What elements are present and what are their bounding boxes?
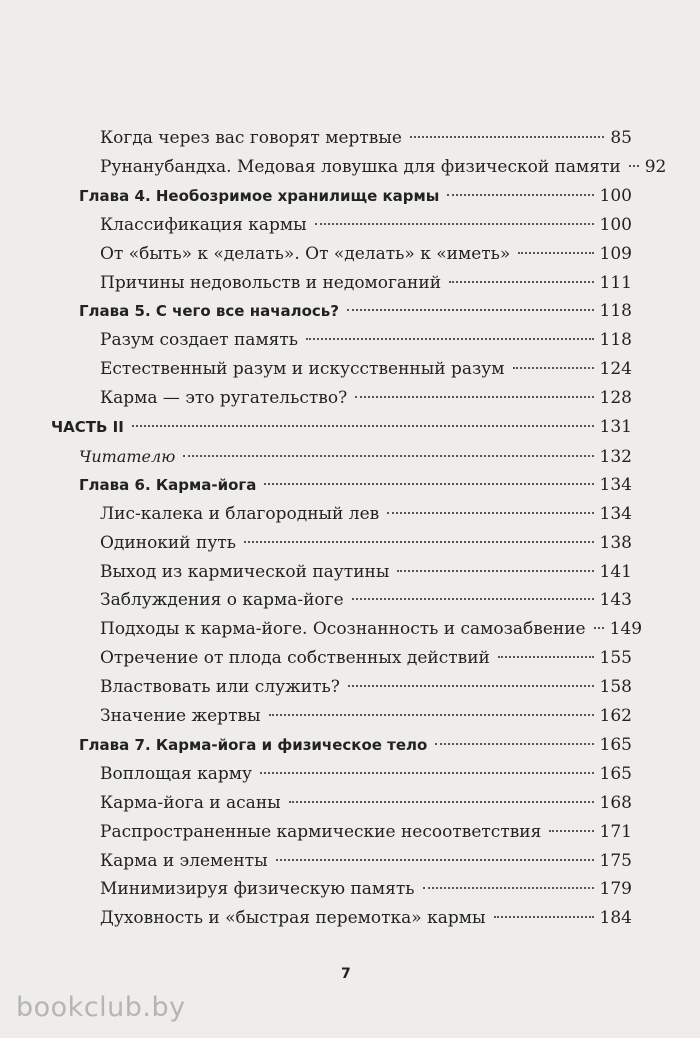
toc-entry-page: 124 <box>599 359 632 380</box>
toc-entry-title: Отречение от плода собственных действий <box>100 648 490 669</box>
toc-entry <box>100 847 632 876</box>
toc-entry-title: Одинокий путь <box>100 532 236 553</box>
toc-entry-page: 134 <box>599 474 632 495</box>
toc-entry-title: Глава 4. Необозримое хранилище кармы <box>79 186 440 205</box>
toc-entry-page: 158 <box>599 677 632 698</box>
dot-leader <box>132 425 594 427</box>
dot-leader <box>306 338 593 340</box>
dot-leader <box>629 165 639 167</box>
dot-leader <box>397 570 593 572</box>
toc-entry-page: 100 <box>599 214 632 235</box>
toc-entry <box>100 269 632 298</box>
toc-entry-page: 109 <box>599 243 632 264</box>
toc-entry-title: Читателю <box>79 446 176 466</box>
toc-entry <box>100 615 643 644</box>
toc-entry-page: 132 <box>599 446 632 467</box>
toc-entry-title: Заблуждения о карма-йоге <box>100 590 344 611</box>
dot-leader <box>289 801 594 803</box>
toc-entry-title: Классификация кармы <box>100 214 307 235</box>
dot-leader <box>264 483 593 485</box>
dot-leader <box>447 194 593 196</box>
toc-entry-title: Распространенные кармические несоответствия <box>100 821 542 842</box>
toc-entry-page: 165 <box>599 763 632 784</box>
toc-entry-title: Рунанубандха. Медовая ловушка для физической памяти <box>100 156 621 177</box>
toc-entry-title: Глава 6. Карма-йога <box>79 475 257 494</box>
toc-entry <box>100 529 632 558</box>
toc-entry <box>100 355 632 384</box>
toc-entry <box>100 644 632 673</box>
dot-leader <box>315 223 594 225</box>
toc-entry <box>100 124 632 153</box>
toc-entry-title: От «быть» к «делать». От «делать» к «иметь» <box>100 243 511 264</box>
toc-entry <box>100 326 632 355</box>
toc-entry <box>79 731 632 760</box>
dot-leader <box>244 541 594 543</box>
toc-entry <box>79 471 632 500</box>
dot-leader <box>435 743 593 745</box>
toc-entry-title: Карма и элементы <box>100 850 268 871</box>
dot-leader <box>549 830 593 832</box>
toc-entry-page: 85 <box>610 128 632 148</box>
toc-entry-page: 111 <box>599 272 632 293</box>
toc-entry-page: 138 <box>599 532 632 553</box>
toc-entry-title: Воплощая карму <box>100 763 253 784</box>
toc-entry <box>100 384 632 413</box>
dot-leader <box>348 685 594 687</box>
dot-leader <box>423 887 594 889</box>
toc-entry-page: 184 <box>599 908 632 929</box>
dot-leader <box>494 916 594 918</box>
toc-entry <box>79 297 632 326</box>
toc-entry-page: 149 <box>609 619 643 640</box>
dot-leader <box>269 714 594 716</box>
dot-leader <box>410 136 604 138</box>
toc-entry <box>100 673 632 702</box>
toc-entry-page: 128 <box>599 388 632 409</box>
toc-entry-title: Лис-калека и благородный лев <box>100 503 380 524</box>
dot-leader <box>355 396 593 398</box>
toc-entry-page: 141 <box>599 561 632 582</box>
toc-entry <box>79 182 632 211</box>
toc-entry-page: 131 <box>599 417 632 437</box>
toc-entry-title: Глава 7. Карма-йога и физическое тело <box>79 735 428 754</box>
dot-leader <box>594 627 604 629</box>
dot-leader <box>518 252 593 254</box>
toc-entry-title: Когда через вас говорят мертвые <box>100 128 402 148</box>
dot-leader <box>352 598 594 600</box>
toc-entry <box>100 500 632 529</box>
toc-entry <box>100 211 632 240</box>
toc-entry-page: 134 <box>599 503 632 524</box>
toc-entry-page: 165 <box>599 734 632 755</box>
toc-entry-page: 155 <box>599 648 632 669</box>
toc-entry-title: Разум создает память <box>100 330 299 351</box>
toc-entry-page: 143 <box>599 590 632 611</box>
toc-entry <box>100 760 632 789</box>
toc-entry-title: ЧАСТЬ II <box>51 418 124 436</box>
dot-leader <box>498 656 594 658</box>
toc-entry <box>100 875 632 904</box>
toc-entry-page: 179 <box>599 879 632 900</box>
toc-entry-page: 92 <box>644 156 667 177</box>
toc-entry <box>100 702 632 731</box>
toc-entry-title: Духовность и «быстрая перемотка» кармы <box>100 908 486 929</box>
toc-entry <box>100 153 667 182</box>
dot-leader <box>387 512 593 514</box>
toc-entry-page: 168 <box>599 792 632 813</box>
toc-entry-title: Властвовать или служить? <box>100 677 340 698</box>
page-number: 7 <box>341 966 351 982</box>
toc-entry-page: 118 <box>599 301 632 322</box>
toc-entry <box>100 558 632 587</box>
toc-entry <box>100 904 632 933</box>
toc-entry-page: 171 <box>599 821 632 842</box>
toc-entry <box>51 413 632 442</box>
toc-entry-page: 100 <box>599 185 632 206</box>
toc-entry-title: Подходы к карма-йоге. Осознанность и самозабвение <box>100 619 586 640</box>
toc-entry-title: Значение жертвы <box>100 706 261 726</box>
toc-entry-title: Выход из кармической паутины <box>100 561 390 582</box>
toc-entry <box>100 789 632 818</box>
toc-entry-title: Карма-йога и асаны <box>100 792 281 813</box>
dot-leader <box>183 455 593 457</box>
dot-leader <box>276 859 594 861</box>
toc-entry-title: Карма — это ругательство? <box>100 388 348 409</box>
toc-entry-title: Минимизируя физическую память <box>100 879 415 900</box>
dot-leader <box>513 367 594 369</box>
toc-entry-title: Естественный разум и искусственный разум <box>100 359 505 380</box>
toc-entry <box>100 818 632 847</box>
toc-entry-page: 118 <box>599 330 632 351</box>
dot-leader <box>347 309 594 311</box>
toc-entry <box>100 586 632 615</box>
watermark-logo: bookclub.by <box>16 992 186 1023</box>
dot-leader <box>260 772 594 774</box>
dot-leader <box>449 281 594 283</box>
toc-entry-page: 175 <box>599 850 632 871</box>
toc-entry-page: 162 <box>599 706 632 726</box>
toc-entry-title: Причины недовольств и недомоганий <box>100 272 442 293</box>
toc-entry-title: Глава 5. С чего все началось? <box>79 302 339 321</box>
toc-entry <box>79 442 632 471</box>
toc-entry <box>100 240 632 269</box>
